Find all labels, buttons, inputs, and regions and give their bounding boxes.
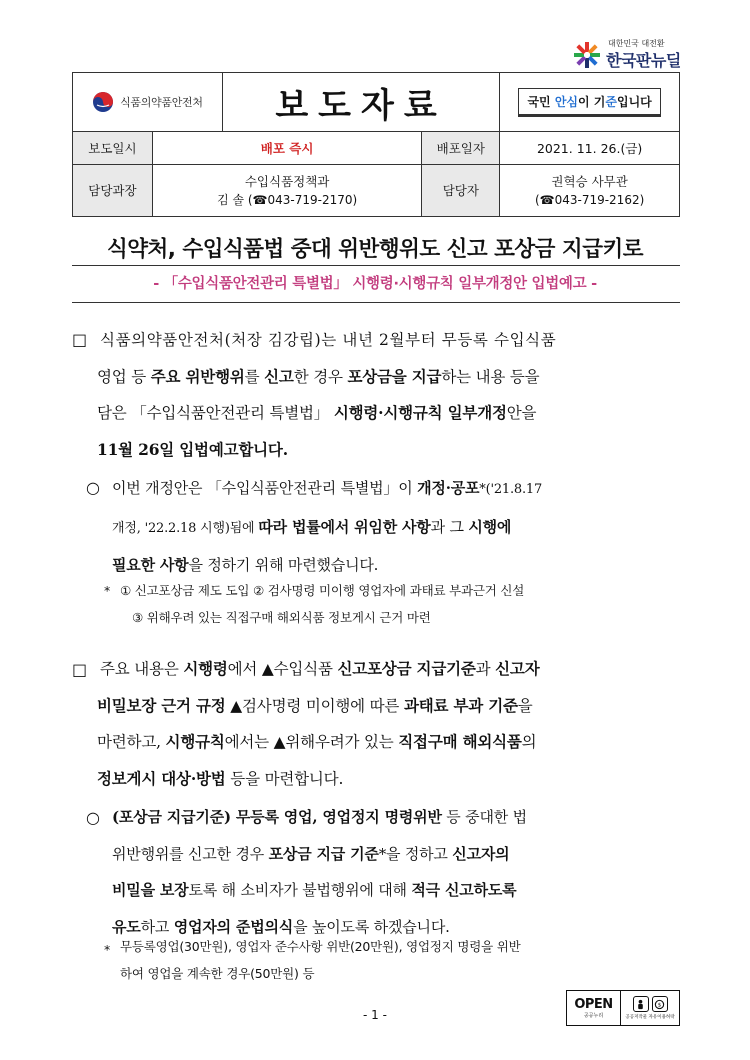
release-date-value: 2021. 11. 26.(금) (500, 132, 680, 165)
text-run-bold: 직접구매 해외식품 (398, 732, 522, 751)
paragraph-line (97, 724, 680, 761)
paragraph-1 (97, 322, 680, 468)
paragraph-line (97, 359, 680, 396)
text-run-bold: 신고 (264, 366, 294, 386)
text-run-bold: 포상금을 지급 (347, 366, 442, 386)
release-date-label: 배포일자 (422, 132, 500, 165)
text-run: 에서 ▲수입식품 (227, 660, 338, 678)
text-run-bold: 비밀보장 근거 규정 (97, 695, 226, 715)
text-run: 담은 「수입식품안전관리 특별법」 (97, 404, 334, 422)
text-run-bold: 개정·공포 (417, 479, 480, 497)
subheadline-divider (72, 302, 680, 303)
contact-person-name: 권혁승 사무관 (551, 173, 628, 189)
text-run: 의 (521, 733, 537, 751)
paragraph-line (97, 688, 680, 725)
text-run-bold: 필요한 사항 (112, 556, 189, 574)
title-cell (222, 73, 499, 132)
page-number: - 1 - (363, 1008, 387, 1022)
government-emblem-icon (92, 91, 114, 113)
headline-divider (72, 265, 680, 266)
text-run-bold: 적극 신고하도록 (411, 881, 517, 899)
contact-person-label: 담당자 (422, 165, 500, 217)
paragraph-line (112, 799, 682, 836)
subheadline: - 「수입식품안전관리 특별법」 시행령·시행규칙 일부개정안 입법예고 - (153, 276, 597, 292)
dept-head-value (152, 165, 422, 217)
text-run-bold: 신고자 (495, 659, 540, 678)
slogan-text: 입니다 (617, 94, 652, 109)
dept-name: 수입식품정책과 (244, 173, 330, 189)
text-run: 을 높이도록 하겠습니다. (293, 917, 450, 936)
paragraph-line (97, 395, 680, 432)
text-run-bold: 신고자의 (452, 844, 510, 863)
text-run: 안을 (506, 404, 537, 422)
paragraph-line: 식품의약품안전처(처장 김강립)는 내년 2월부터 무등록 수입식품 (100, 331, 557, 349)
circle-bullet: ○ (86, 808, 100, 827)
footnote-mark: * (104, 583, 111, 598)
text-run: 위반행위를 신고한 경우 (112, 844, 269, 863)
text-run: 하는 내용 등을 (441, 367, 540, 386)
text-run-bold: 영업자의 준법의식 (173, 917, 294, 936)
text-run-bold: 11월 26일 입법예고합니다. (97, 439, 288, 459)
open-word: OPEN (574, 997, 613, 1012)
footnote-mark: * (104, 942, 111, 957)
text-run: *('21.8.17 (479, 482, 543, 497)
footnote-line: 무등록영업(30만원), 영업자 준수사항 위반(20만원), 영업정지 명령을 위반 (120, 939, 521, 954)
text-run: 이번 개정안은 「수입식품안전관리 특별법」이 (112, 479, 418, 497)
slogan-text: 국민 (527, 94, 555, 109)
paragraph-line (97, 432, 680, 469)
svg-text:$: $ (657, 1002, 662, 1009)
license-caption: 공공저작물 자유이용허락 (625, 1015, 675, 1020)
text-run-bold: 시행에 (468, 517, 512, 536)
text-run-bold: 주요 위반행위 (150, 366, 245, 386)
footnote-line: 하여 영업을 계속한 경우(50만원) 등 (120, 966, 315, 981)
slogan-cell (500, 73, 680, 132)
text-run-bold: 비밀을 보장 (112, 881, 189, 899)
text-run: 등을 마련합니다. (225, 769, 344, 788)
logo-name: 한국판뉴딜 (606, 51, 681, 70)
text-run: 를 (244, 367, 265, 386)
text-run: 과 (475, 660, 496, 678)
text-run-bold: 따라 법률에서 위임한 사항 (258, 517, 431, 536)
headline: 식약처, 수입식품법 중대 위반행위도 신고 포상금 지급키로 (106, 237, 644, 262)
text-run-bold: (포상금 지급기준) 무등록 영업, 영업정지 명령위반 (112, 808, 442, 826)
footnote-line: ① 신고포상금 제도 도입 ② 검사명령 미이행 영업자에 과태료 부과근거 신설 (120, 583, 525, 598)
slogan-text: 이 기 (578, 94, 606, 109)
text-run-bold: 유도 (112, 917, 141, 936)
text-run: 하고 (140, 917, 174, 936)
paragraph-line (112, 836, 682, 873)
text-run: *을 정하고 (378, 844, 453, 863)
contact-person-value (500, 165, 680, 217)
text-run: 과 그 (430, 517, 469, 536)
paragraph-line (112, 872, 682, 909)
logo-slogan: 대한민국 대전환 (608, 39, 665, 48)
text-run-bold: 정보게시 대상·방법 (97, 768, 226, 788)
text-run: 개정, '22.2.18 시행)됨에 (112, 520, 259, 536)
report-date-label: 보도일시 (73, 132, 153, 165)
dept-head-contact: 김 솔 (☎043-719-2170) (217, 192, 358, 207)
footnote-2 (120, 933, 680, 987)
text-run-bold: 과태료 부과 기준 (403, 695, 518, 715)
text-run-bold: 시행령 (183, 659, 228, 678)
text-run: 토록 해 소비자가 불법행위에 대해 (188, 881, 412, 899)
footnote-1 (120, 577, 680, 631)
press-release-title: 보도자료 (275, 85, 447, 126)
slogan-highlight: 준 (605, 94, 617, 109)
slogan-box (518, 88, 660, 117)
text-run-bold: 신고포상금 지급기준 (337, 659, 476, 678)
square-bullet: □ (72, 330, 88, 349)
agency-name: 식품의약품안전처 (120, 96, 203, 109)
square-bullet: □ (72, 660, 88, 679)
open-caption: 공공누리 (583, 1013, 604, 1019)
report-date-value: 배포 즉시 (152, 132, 422, 165)
paragraph-line (112, 470, 682, 509)
text-run-bold: 시행규칙 (165, 732, 225, 751)
text-run-bold: 시행령·시행규칙 일부개정 (333, 403, 507, 422)
text-run: 을 (517, 696, 533, 715)
text-run-bold: 포상금 지급 기준 (268, 844, 379, 863)
slogan-highlight: 안심 (554, 94, 579, 109)
text-run: 마련하고, (97, 733, 166, 751)
footnote-line: ③ 위해우려 있는 직접구매 해외식품 정보게시 근거 마련 (132, 610, 431, 625)
text-run: 을 정하기 위해 마련했습니다. (188, 556, 379, 574)
circle-bullet: ○ (86, 478, 100, 497)
press-header-table (72, 72, 680, 217)
dept-head-label: 담당과장 (73, 165, 153, 217)
paragraph-line (97, 761, 680, 798)
korea-new-deal-logo (572, 38, 692, 74)
agency-cell (73, 73, 223, 132)
paragraph-4 (112, 799, 682, 945)
paragraph-line (112, 509, 682, 548)
new-deal-star-icon (572, 40, 602, 70)
contact-person-phone: (☎043-719-2162) (534, 192, 645, 207)
paragraph-line (100, 651, 680, 688)
text-run: 주요 내용은 (100, 660, 184, 678)
text-run: 에서는 ▲위해우려가 있는 (224, 733, 399, 751)
paragraph-3 (97, 651, 680, 797)
paragraph-2 (112, 470, 682, 584)
text-run: 등 중대한 법 (441, 808, 527, 826)
text-run: 한 경우 (293, 367, 348, 386)
text-run: 영업 등 (97, 367, 151, 386)
text-run: ▲검사명령 미이행에 따른 (225, 696, 404, 715)
